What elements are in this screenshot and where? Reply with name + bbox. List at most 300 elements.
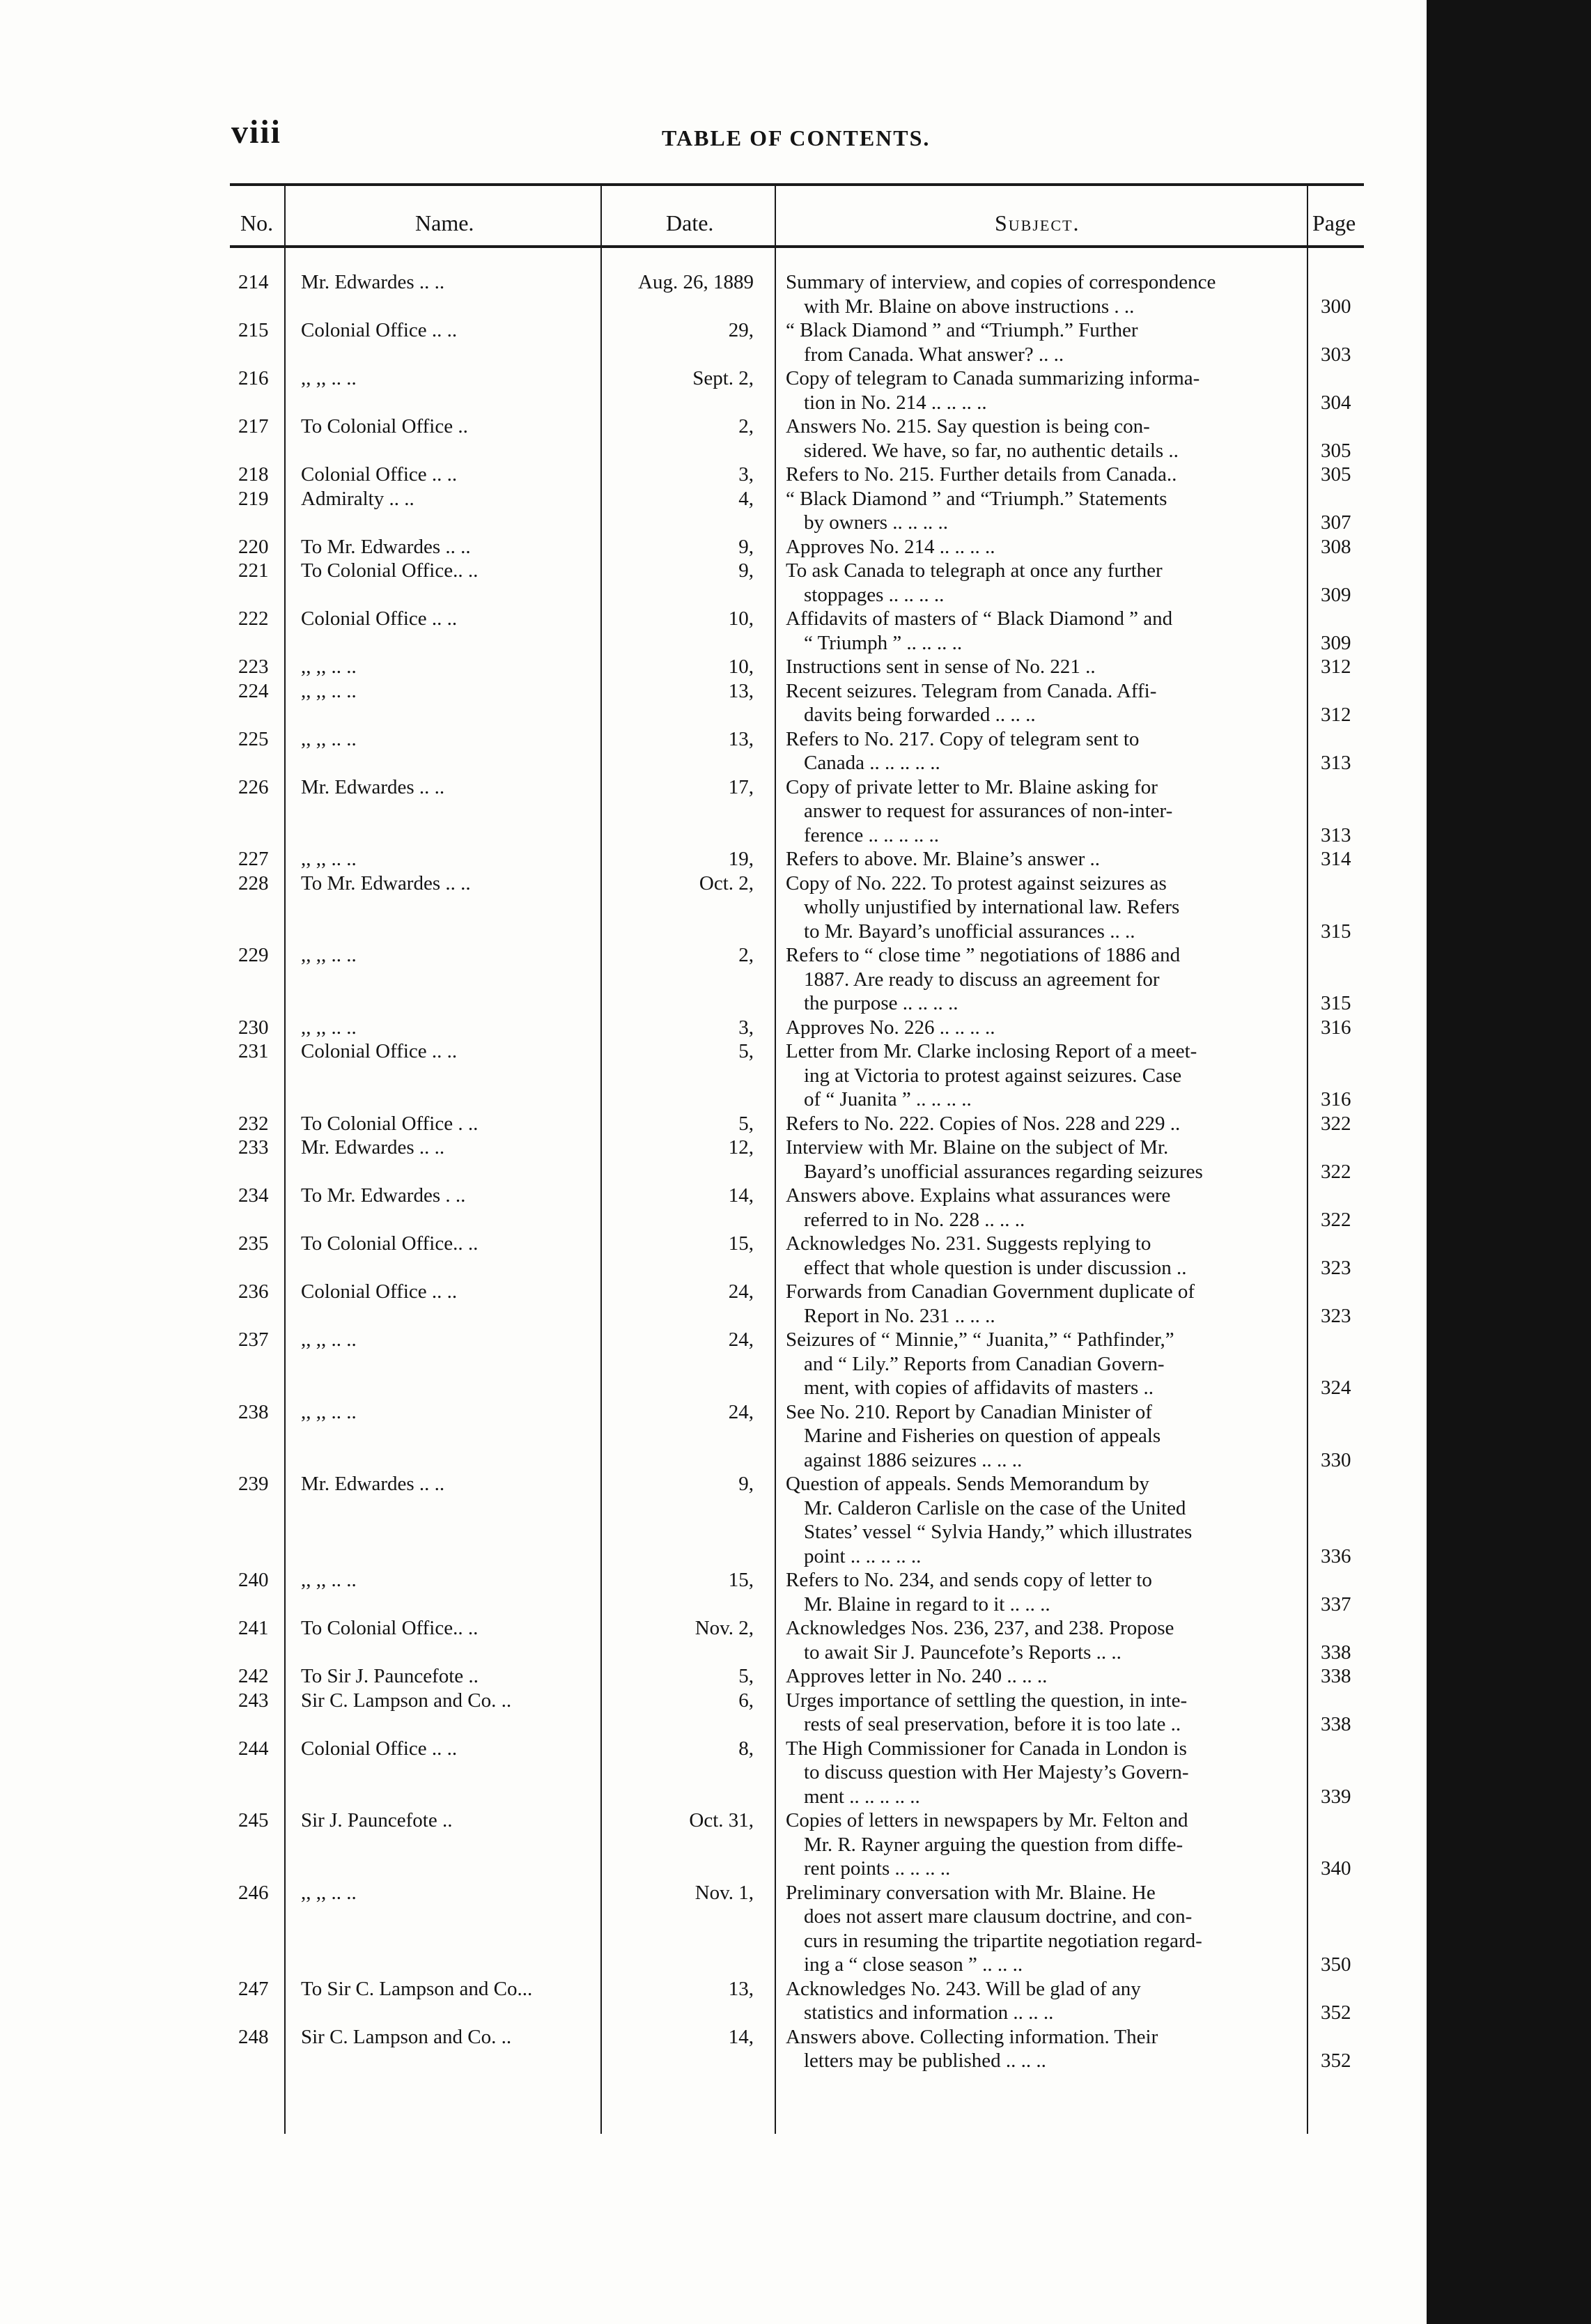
entry-page [1321, 872, 1363, 944]
entry-subject [786, 607, 1301, 655]
entry-number: 218 [238, 463, 269, 486]
entry-name: Colonial Office .. .. [301, 319, 458, 341]
entry-date: 10, [728, 656, 754, 678]
entry-name: To Colonial Office.. .. [301, 559, 479, 582]
entry-number: 229 [238, 944, 269, 966]
entry-name: To Mr. Edwardes . .. [301, 1184, 466, 1207]
entry-subject-line: of “ Juanita ” .. .. .. .. [804, 1088, 972, 1110]
entry-name: To Mr. Edwardes .. .. [301, 535, 471, 558]
entry-subject-line: Interview with Mr. Blaine on the subject of Mr. [786, 1136, 1169, 1159]
entry-subject-line: The High Commissioner for Canada in London is [786, 1737, 1187, 1760]
entry-date: 17, [728, 775, 754, 798]
entry-subject [786, 318, 1301, 366]
entry-name: Mr. Edwardes .. .. [301, 1136, 445, 1159]
entry-page-line: 309 [1321, 583, 1351, 606]
entry-date: 15, [728, 1232, 754, 1255]
entry-subject-line: Refers to No. 234, and sends copy of letter to [786, 1569, 1152, 1591]
entry-page-line [1321, 1136, 1363, 1160]
entry-subject-line: Refers to No. 222. Copies of Nos. 228 and 229 .. [786, 1112, 1181, 1135]
entry-page [1321, 1016, 1363, 1040]
entry-page-line [1321, 1400, 1363, 1425]
entry-subject [786, 1737, 1301, 1809]
entry-page-line: 322 [1321, 1160, 1351, 1183]
column-header-no: No. [240, 210, 274, 235]
entry-name: Sir C. Lampson and Co. .. [301, 1689, 512, 1712]
entry-name: ,, ,, .. .. [301, 1016, 357, 1039]
entry-date: 9, [738, 559, 754, 582]
entry-page [1321, 487, 1363, 535]
entry-name: Mr. Edwardes .. .. [301, 775, 445, 798]
entry-page-line [1321, 415, 1363, 439]
entry-page-line: 303 [1321, 343, 1351, 366]
entry-page-line: 338 [1321, 1713, 1351, 1735]
entry-name: ,, ,, .. .. [301, 944, 357, 966]
entry-name: ,, ,, .. .. [301, 727, 357, 750]
entry-page-line: 300 [1321, 295, 1351, 318]
entry-page-line: 339 [1321, 1785, 1351, 1808]
entry-page [1321, 318, 1363, 366]
entry-subject [786, 679, 1301, 727]
entry-date: 13, [728, 727, 754, 750]
entry-subject [786, 1616, 1301, 1664]
entry-subject [786, 1039, 1301, 1112]
entry-page-line: 337 [1321, 1593, 1351, 1616]
entry-subject-line: Acknowledges Nos. 236, 237, and 238. Propose [786, 1617, 1174, 1639]
entry-page-line [1321, 1689, 1363, 1713]
entry-page-line: 305 [1321, 463, 1351, 486]
entry-date: Aug. 26, 1889 [638, 271, 754, 293]
running-title: TABLE OF CONTENTS. [662, 125, 931, 150]
entry-number: 217 [238, 415, 269, 437]
entry-date: 13, [728, 1977, 754, 2000]
entry-name: ,, ,, .. .. [301, 1328, 357, 1351]
entry-date: 12, [728, 1136, 754, 1159]
entry-page-line [1321, 318, 1363, 343]
entry-subject-line: by owners .. .. .. .. [804, 511, 949, 534]
entry-number: 230 [238, 1016, 269, 1039]
entry-subject [786, 559, 1301, 607]
entry-page-line [1321, 1881, 1363, 1905]
entry-subject-line: Marine and Fisheries on question of appeals [804, 1425, 1161, 1447]
entry-page-line: 324 [1321, 1377, 1351, 1399]
entry-subject-line: ment, with copies of affidavits of masters .. [804, 1377, 1154, 1399]
entry-page-line: 308 [1321, 535, 1351, 558]
entry-subject-line: wholly unjustified by international law. Refers [804, 896, 1180, 918]
entry-page [1321, 559, 1363, 607]
entry-page [1321, 1808, 1363, 1881]
entry-name: Colonial Office .. .. [301, 463, 458, 486]
page-number: viii [231, 114, 282, 150]
entry-page [1321, 463, 1363, 487]
entry-page-line: 350 [1321, 1953, 1351, 1976]
entry-date: 5, [738, 1040, 754, 1062]
entry-subject [786, 847, 1301, 872]
entry-page-line: 309 [1321, 631, 1351, 654]
entry-subject-line: “ Black Diamond ” and “Triumph.” Statements [786, 487, 1167, 510]
entry-subject-line: Answers No. 215. Say question is being con- [786, 415, 1150, 437]
entry-subject [786, 1881, 1301, 1977]
entry-subject [786, 415, 1301, 463]
entry-number: 240 [238, 1569, 269, 1591]
entry-number: 237 [238, 1328, 269, 1351]
entry-subject-line: To ask Canada to telegraph at once any further [786, 559, 1163, 582]
entry-page-line [1321, 1039, 1363, 1064]
entry-number: 248 [238, 2025, 269, 2048]
entry-subject-line: States’ vessel “ Sylvia Handy,” which illustrates [804, 1521, 1193, 1543]
entry-page [1321, 1400, 1363, 1473]
entry-number: 235 [238, 1232, 269, 1255]
entry-page [1321, 943, 1363, 1016]
entry-date: 24, [728, 1400, 754, 1423]
entry-subject [786, 1016, 1301, 1040]
entry-page-line: 314 [1321, 848, 1351, 870]
entry-subject [786, 1400, 1301, 1473]
entry-subject-line: davits being forwarded .. .. .. [804, 704, 1036, 726]
entry-subject-line: referred to in No. 228 .. .. .. [804, 1208, 1025, 1231]
entry-page-line [1321, 1352, 1363, 1377]
entry-subject [786, 1280, 1301, 1328]
entry-subject-line: to discuss question with Her Majesty’s Govern- [804, 1761, 1189, 1783]
entry-subject-line: Copy of No. 222. To protest against seizures as [786, 872, 1167, 894]
entry-subject-line: from Canada. What answer? .. .. [804, 343, 1064, 366]
entry-number: 214 [238, 271, 269, 293]
entry-page-line: 305 [1321, 439, 1351, 462]
entry-number: 225 [238, 727, 269, 750]
entry-page-line [1321, 943, 1363, 968]
entry-name: Sir J. Pauncefote .. [301, 1809, 453, 1831]
entry-page [1321, 679, 1363, 727]
entry-subject-line: does not assert mare clausum doctrine, and con- [804, 1905, 1193, 1928]
entry-subject-line: Copy of private letter to Mr. Blaine asking for [786, 775, 1158, 798]
entry-name: ,, ,, .. .. [301, 848, 357, 870]
entry-page-line [1321, 487, 1363, 511]
entry-subject [786, 727, 1301, 775]
entry-subject [786, 1568, 1301, 1616]
entry-page [1321, 1328, 1363, 1400]
entry-page-line [1321, 1280, 1363, 1304]
entry-page-line [1321, 799, 1363, 823]
entry-subject-line: Canada .. .. .. .. .. [804, 752, 940, 774]
entry-name: ,, ,, .. .. [301, 367, 357, 389]
entry-page-line [1321, 1977, 1363, 2001]
entry-subject-line: Refers to No. 215. Further details from Canada.. [786, 463, 1177, 486]
entry-subject-line: See No. 210. Report by Canadian Minister of [786, 1400, 1152, 1423]
entry-number: 219 [238, 487, 269, 510]
entry-page [1321, 1568, 1363, 1616]
entry-page-line [1321, 1808, 1363, 1833]
entry-name: Admiralty .. .. [301, 487, 414, 510]
entry-number: 224 [238, 679, 269, 702]
entry-subject [786, 655, 1301, 679]
entry-name: To Sir J. Pauncefote .. [301, 1665, 479, 1687]
entry-subject-line: “ Black Diamond ” and “Triumph.” Further [786, 319, 1138, 341]
entry-subject-line: Mr. R. Rayner arguing the question from diffe- [804, 1833, 1183, 1856]
entry-page-line [1321, 1328, 1363, 1352]
entry-subject-line: effect that whole question is under discussion .. [804, 1256, 1187, 1279]
entry-subject-line: ference .. .. .. .. .. [804, 823, 940, 846]
entry-page-line: 312 [1321, 656, 1351, 678]
entry-subject-line: Question of appeals. Sends Memorandum by [786, 1473, 1149, 1495]
entry-number: 223 [238, 656, 269, 678]
entry-date: 9, [738, 535, 754, 558]
entry-subject-line: with Mr. Blaine on above instructions . .. [804, 295, 1135, 318]
entry-subject-line: rent points .. .. .. .. [804, 1857, 951, 1880]
entry-date: 8, [738, 1737, 754, 1760]
scan-dark-edge [1427, 0, 1591, 2324]
entry-page-line [1321, 872, 1363, 896]
entry-subject [786, 463, 1301, 487]
entry-page-line: 322 [1321, 1208, 1351, 1231]
entry-subject-line: sidered. We have, so far, no authentic details .. [804, 439, 1179, 462]
entry-name: Mr. Edwardes .. .. [301, 271, 445, 293]
entry-date: 2, [738, 944, 754, 966]
entry-page [1321, 1112, 1363, 1136]
entry-subject-line: Refers to “ close time ” negotiations of 1886 and [786, 944, 1181, 966]
entry-number: 245 [238, 1809, 269, 1831]
entry-date: 24, [728, 1328, 754, 1351]
entry-subject-line: Answers above. Collecting information. Their [786, 2025, 1158, 2048]
entry-date: 24, [728, 1280, 754, 1303]
entry-page-line [1321, 1520, 1363, 1544]
entry-page-line [1321, 1760, 1363, 1785]
entry-subject-line: Mr. Calderon Carlisle on the case of the United [804, 1496, 1186, 1519]
entry-page [1321, 607, 1363, 655]
entry-subject [786, 1232, 1301, 1280]
entry-number: 226 [238, 775, 269, 798]
entry-subject-line: ing a “ close season ” .. .. .. [804, 1953, 1023, 1976]
entry-page-line [1321, 895, 1363, 920]
entry-page-line: 315 [1321, 992, 1351, 1014]
entry-page-line [1321, 679, 1363, 704]
entry-date: 5, [738, 1112, 754, 1135]
entry-page-line [1321, 366, 1363, 391]
entry-page-line [1321, 1424, 1363, 1448]
entry-page-line [1321, 559, 1363, 583]
entry-subject [786, 1112, 1301, 1136]
entry-page-line [1321, 1472, 1363, 1496]
entry-page [1321, 655, 1363, 679]
entry-subject [786, 487, 1301, 535]
entry-number: 241 [238, 1617, 269, 1639]
entry-number: 236 [238, 1280, 269, 1303]
entry-subject-line: Acknowledges No. 243. Will be glad of any [786, 1977, 1141, 2000]
entry-page-line [1321, 1496, 1363, 1521]
entry-page-line [1321, 1568, 1363, 1593]
entry-name: ,, ,, .. .. [301, 1569, 357, 1591]
entry-subject [786, 775, 1301, 848]
entry-page [1321, 1184, 1363, 1232]
entry-page-line [1321, 2025, 1363, 2050]
entry-number: 244 [238, 1737, 269, 1760]
entry-number: 215 [238, 319, 269, 341]
entry-subject [786, 1664, 1301, 1689]
column-header-page: Page [1312, 210, 1356, 235]
entry-subject-line: statistics and information .. .. .. [804, 2001, 1054, 2024]
entry-subject-line: Refers to above. Mr. Blaine’s answer .. [786, 848, 1101, 870]
entry-date: 14, [728, 2025, 754, 2048]
entry-subject-line: Instructions sent in sense of No. 221 .. [786, 656, 1096, 678]
entry-page-line [1321, 775, 1363, 800]
entry-page-line [1321, 1184, 1363, 1208]
entry-page [1321, 1737, 1363, 1809]
entry-subject-line: Report in No. 231 .. .. .. [804, 1304, 995, 1327]
entry-subject-line: Refers to No. 217. Copy of telegram sent to [786, 727, 1140, 750]
entry-name: ,, ,, .. .. [301, 679, 357, 702]
entry-subject [786, 1184, 1301, 1232]
entry-page-line: 315 [1321, 920, 1351, 943]
entry-subject-line: letters may be published .. .. .. [804, 2050, 1046, 2072]
entry-page [1321, 727, 1363, 775]
entry-subject-line: stoppages .. .. .. .. [804, 583, 945, 606]
entry-subject-line: Bayard’s unofficial assurances regarding seizures [804, 1160, 1203, 1183]
entry-page [1321, 1232, 1363, 1280]
entry-subject [786, 1689, 1301, 1737]
entry-subject-line: to Mr. Bayard’s unofficial assurances .. .. [804, 920, 1135, 943]
entry-page [1321, 535, 1363, 559]
entry-page-line: 323 [1321, 1304, 1351, 1327]
entry-subject [786, 872, 1301, 944]
entry-subject [786, 366, 1301, 415]
entry-date: Oct. 31, [689, 1809, 754, 1831]
entry-name: Colonial Office .. .. [301, 1280, 458, 1303]
entry-number: 233 [238, 1136, 269, 1159]
entry-subject [786, 270, 1301, 318]
entry-page-line: 340 [1321, 1857, 1351, 1880]
entry-page-line: 352 [1321, 2001, 1351, 2024]
entry-page-line: 304 [1321, 391, 1351, 414]
entry-page [1321, 1881, 1363, 1977]
entry-number: 242 [238, 1665, 269, 1687]
entry-number: 246 [238, 1881, 269, 1904]
entry-page-line: 352 [1321, 2050, 1351, 2072]
entry-subject-line: Approves No. 226 .. .. .. .. [786, 1016, 995, 1039]
entry-subject-line: Approves No. 214 .. .. .. .. [786, 535, 995, 558]
entry-subject-line: Recent seizures. Telegram from Canada. Affi- [786, 679, 1157, 702]
entry-page-line [1321, 1737, 1363, 1761]
entry-name: Mr. Edwardes .. .. [301, 1473, 445, 1495]
entry-subject-line: tion in No. 214 .. .. .. .. [804, 391, 987, 414]
entry-number: 227 [238, 848, 269, 870]
entry-number: 222 [238, 607, 269, 630]
entry-subject-line: ing at Victoria to protest against seizures. Case [804, 1064, 1182, 1087]
entry-page-line: 316 [1321, 1088, 1351, 1110]
entry-date: 29, [728, 319, 754, 341]
entry-number: 243 [238, 1689, 269, 1712]
entry-subject [786, 1977, 1301, 2025]
entry-page-line: 316 [1321, 1016, 1351, 1039]
entry-subject [786, 1136, 1301, 1184]
entry-page-line: 323 [1321, 1256, 1351, 1279]
entry-date: 13, [728, 679, 754, 702]
entry-subject [786, 2025, 1301, 2073]
entry-name: Sir C. Lampson and Co. .. [301, 2025, 512, 2048]
entry-number: 247 [238, 1977, 269, 2000]
entry-page [1321, 1136, 1363, 1184]
entry-subject-line: Copies of letters in newspapers by Mr. Felton and [786, 1809, 1188, 1831]
entry-page-line: 313 [1321, 752, 1351, 774]
entry-page [1321, 1039, 1363, 1112]
entry-page-line: 338 [1321, 1665, 1351, 1687]
entry-name: To Mr. Edwardes .. .. [301, 872, 471, 894]
entry-page [1321, 1689, 1363, 1737]
entry-date: Nov. 2, [694, 1617, 754, 1639]
entry-subject-line: “ Triumph ” .. .. .. .. [804, 631, 963, 654]
entry-date: 6, [738, 1689, 754, 1712]
entry-date: 14, [728, 1184, 754, 1207]
entry-name: To Colonial Office.. .. [301, 1232, 479, 1255]
entry-subject-line: Preliminary conversation with Mr. Blaine. He [786, 1881, 1156, 1904]
entry-number: 234 [238, 1184, 269, 1207]
entry-subject-line: curs in resuming the tripartite negotiation regard- [804, 1929, 1202, 1952]
entry-page [1321, 1280, 1363, 1328]
entry-number: 238 [238, 1400, 269, 1423]
entry-date: 10, [728, 607, 754, 630]
entry-name: Colonial Office .. .. [301, 1737, 458, 1760]
entry-date: 3, [738, 1016, 754, 1039]
entry-page-line: 338 [1321, 1641, 1351, 1664]
entry-date: 15, [728, 1569, 754, 1591]
entry-page [1321, 366, 1363, 415]
entry-date: 4, [738, 487, 754, 510]
entry-subject-line: Mr. Blaine in regard to it .. .. .. [804, 1593, 1050, 1616]
entry-page-line [1321, 1232, 1363, 1256]
entry-number: 239 [238, 1473, 269, 1495]
entry-page [1321, 1472, 1363, 1568]
entry-page [1321, 1977, 1363, 2025]
entry-number: 228 [238, 872, 269, 894]
entry-page [1321, 415, 1363, 463]
entry-subject-line: Letter from Mr. Clarke inclosing Report of a meet- [786, 1040, 1197, 1062]
entry-number: 231 [238, 1040, 269, 1062]
entry-subject-line: Copy of telegram to Canada summarizing informa- [786, 367, 1200, 389]
entry-subject [786, 1808, 1301, 1881]
entry-subject-line: 1887. Are ready to discuss an agreement for [804, 968, 1160, 991]
entry-subject-line: against 1886 seizures .. .. .. [804, 1448, 1023, 1471]
entry-number: 221 [238, 559, 269, 582]
entry-page-line [1321, 1064, 1363, 1088]
entry-page [1321, 270, 1363, 318]
entry-page [1321, 775, 1363, 848]
entry-date: Oct. 2, [699, 872, 754, 894]
entry-subject-line: point .. .. .. .. .. [804, 1544, 922, 1567]
entry-page-line [1321, 1905, 1363, 1929]
entry-date: 3, [738, 463, 754, 486]
entry-page-line: 312 [1321, 704, 1351, 726]
entry-page-line [1321, 968, 1363, 992]
entry-page-line: 307 [1321, 511, 1351, 534]
entry-page-line [1321, 1929, 1363, 1953]
entry-subject-line: ment .. .. .. .. .. [804, 1785, 920, 1808]
entry-page-line [1321, 270, 1363, 295]
entry-name: ,, ,, .. .. [301, 1400, 357, 1423]
entry-page-line [1321, 607, 1363, 631]
entry-subject-line: to await Sir J. Pauncefote’s Reports .. .. [804, 1641, 1122, 1664]
entry-subject-line: Seizures of “ Minnie,” “ Juanita,” “ Pathfinder,” [786, 1328, 1174, 1351]
entry-date: 5, [738, 1665, 754, 1687]
column-header-name: Name. [415, 210, 474, 235]
entry-page [1321, 847, 1363, 872]
entry-date: 2, [738, 415, 754, 437]
entry-name: To Colonial Office . .. [301, 1112, 479, 1135]
entry-subject [786, 943, 1301, 1016]
entry-page [1321, 1616, 1363, 1664]
entry-number: 220 [238, 535, 269, 558]
entry-subject-line: and “ Lily.” Reports from Canadian Govern- [804, 1352, 1165, 1375]
entry-subject-line: Answers above. Explains what assurances were [786, 1184, 1171, 1207]
entry-name: Colonial Office .. .. [301, 1040, 458, 1062]
entry-number: 216 [238, 367, 269, 389]
entry-page-line [1321, 1833, 1363, 1857]
